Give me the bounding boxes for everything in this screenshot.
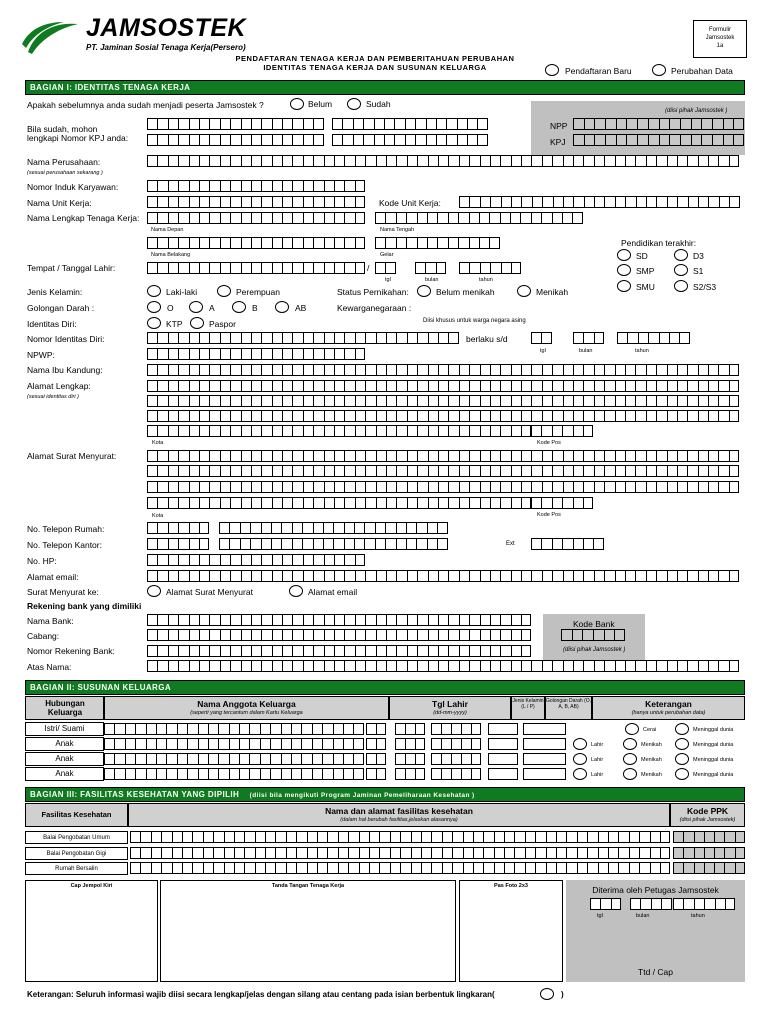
radio-gol-ab[interactable]	[275, 301, 289, 313]
label-petugas-tgl: tgl	[597, 913, 603, 919]
col-hubungan: Hubungan Keluarga	[45, 699, 85, 717]
radio-meninggal[interactable]	[675, 768, 689, 780]
kpj-input-a[interactable]	[147, 118, 324, 130]
label-s2s3: S2/S3	[693, 282, 717, 292]
label-kode-unit: Kode Unit Kerja:	[379, 198, 441, 208]
telp-rumah-kode[interactable]	[147, 522, 209, 534]
berlaku-tahun-input[interactable]	[617, 332, 690, 344]
label-kodepos-2: Kode Pos	[537, 512, 561, 518]
radio-perubahan-data[interactable]	[652, 64, 666, 76]
label-atas-nama: Atas Nama:	[27, 662, 72, 672]
kpj-input-c[interactable]	[147, 134, 324, 146]
radio-menikah[interactable]	[623, 768, 637, 780]
label-belum: Belum	[308, 99, 333, 109]
label-kota-2: Kota	[152, 513, 164, 519]
label-s1: S1	[693, 266, 704, 276]
nik-input[interactable]	[147, 180, 365, 192]
radio-ktp[interactable]	[147, 317, 161, 329]
section-1-title: BAGIAN I: IDENTITAS TENAGA KERJA	[30, 83, 191, 92]
label-ttl-tahun: tahun	[479, 277, 493, 283]
nama-bank-input[interactable]	[147, 614, 531, 626]
label-kota-1: Kota	[152, 440, 164, 446]
radio-sudah[interactable]	[347, 98, 361, 110]
family-jk-input[interactable]	[488, 738, 518, 750]
family-jk-input[interactable]	[488, 723, 518, 735]
label-d3: D3	[693, 251, 704, 261]
label-ktp: KTP	[166, 319, 183, 329]
label-nama-lengkap: Nama Lengkap Tenaga Kerja:	[27, 213, 140, 223]
label-opt-alamat-email: Alamat email	[308, 587, 358, 597]
label-lahir: Lahir	[591, 757, 604, 763]
family-row-label	[25, 737, 104, 751]
note-diisi-pihak: (diisi pihak Jamsostek )	[665, 108, 728, 114]
family-nama-input[interactable]	[104, 738, 364, 750]
radio-alamat-surat[interactable]	[147, 585, 161, 597]
nama-depan-input[interactable]	[147, 212, 365, 224]
fasilitas-row-label	[25, 862, 128, 875]
radio-paspor[interactable]	[190, 317, 204, 329]
radio-alamat-email[interactable]	[289, 585, 303, 597]
label-perubahan-data: Perubahan Data	[671, 66, 733, 76]
label-berlaku-tgl: tgl	[540, 348, 546, 354]
label-diterima-petugas: Diterima oleh Petugas Jamsostek	[592, 885, 719, 895]
label-menikah: Menikah	[641, 757, 662, 763]
family-row-hubungan: Istri/ Suami	[44, 724, 85, 733]
label-ext: Ext	[506, 541, 515, 547]
label-telp-kantor: No. Telepon Kantor:	[27, 540, 102, 550]
label-ttl: Tempat / Tanggal Lahir:	[27, 263, 116, 273]
label-laki-laki: Laki-laki	[166, 287, 198, 297]
family-nama-input[interactable]	[104, 753, 364, 765]
col-keterangan: Keterangan	[645, 699, 692, 709]
alamat-line-3[interactable]	[147, 410, 739, 422]
radio-laki-laki[interactable]	[147, 285, 161, 297]
ibu-kandung-input[interactable]	[147, 364, 739, 376]
radio-cerai[interactable]	[625, 723, 639, 735]
label-identitas-diri: Identitas Diri:	[27, 319, 77, 329]
label-smu: SMU	[636, 282, 655, 292]
family-tgl-input[interactable]	[366, 738, 386, 750]
label-perempuan: Perempuan	[236, 287, 280, 297]
fasilitas-row-label	[25, 847, 128, 860]
nama-perusahaan-input[interactable]	[147, 155, 739, 167]
col-nama-fasilitas: Nama dan alamat fasilitas kesehatan	[325, 806, 473, 816]
radio-menikah[interactable]	[623, 738, 637, 750]
label-belum-menikah: Belum menikah	[436, 287, 495, 297]
col-nama-fasilitas-sub: (dalam hal berubah fasilitas,jelaskan alasannya)	[340, 817, 458, 823]
col-nama-anggota: Nama Anggota Keluarga	[197, 699, 296, 709]
family-bln-input[interactable]	[395, 753, 425, 765]
kpj-input-b[interactable]	[332, 118, 488, 130]
family-thn-input[interactable]	[431, 723, 481, 735]
col-kode-ppk: Kode PPK	[686, 806, 729, 816]
family-jk-input[interactable]	[488, 753, 518, 765]
family-row-hubungan: Anak	[55, 769, 74, 778]
label-npp: NPP	[550, 121, 568, 131]
family-bln-input[interactable]	[395, 768, 425, 780]
label-gelar: Gelar	[380, 252, 394, 258]
family-thn-input[interactable]	[431, 738, 481, 750]
label-telp-rumah: No. Telepon Rumah:	[27, 524, 105, 534]
fasilitas-nama-input[interactable]	[130, 862, 670, 874]
label-menikah: Menikah	[641, 742, 662, 748]
cabang-input[interactable]	[147, 629, 531, 641]
family-thn-input[interactable]	[431, 753, 481, 765]
label-meninggal: Meninggal dunia	[693, 757, 734, 763]
ttl-tgl-input[interactable]	[375, 262, 396, 274]
telp-kantor-input[interactable]	[219, 538, 448, 550]
radio-lahir[interactable]	[573, 753, 587, 765]
radio-meninggal[interactable]	[675, 723, 689, 735]
label-ibu-kandung: Nama Ibu Kandung:	[27, 365, 103, 375]
surat-line-2[interactable]	[147, 465, 739, 477]
label-bila-sudah: Bila sudah, mohon	[27, 124, 98, 134]
cap-jempol-box[interactable]	[25, 880, 158, 982]
col-tgl-lahir: Tgl Lahir	[432, 699, 468, 709]
footer-circle-example	[540, 988, 554, 1000]
alamat-line-2[interactable]	[147, 395, 739, 407]
note-diisi-asing: Diisi khusus untuk warga negara asing	[423, 318, 526, 324]
label-petugas-tahun: tahun	[691, 913, 705, 919]
label-berlaku-tahun: tahun	[635, 348, 649, 354]
label-gol-b: B	[252, 303, 258, 313]
nama-tengah-input[interactable]	[375, 212, 583, 224]
petugas-bulan-input[interactable]	[630, 898, 672, 910]
label-ttl-tgl: tgl	[385, 277, 391, 283]
label-gol-a: A	[209, 303, 215, 313]
fasilitas-row-name: Balai Pengobatan Gigi	[46, 851, 107, 857]
label-kodepos-1: Kode Pos	[537, 440, 561, 446]
label-sd: SD	[636, 251, 648, 261]
form-id-box: Formulir Jamsostek 1a	[693, 20, 747, 58]
telp-rumah-input[interactable]	[219, 522, 448, 534]
family-tgl-input[interactable]	[366, 768, 386, 780]
kode-ppk-input[interactable]	[673, 862, 745, 874]
family-thn-input[interactable]	[431, 768, 481, 780]
radio-sd[interactable]	[617, 249, 631, 261]
kpj-gray-input[interactable]	[573, 134, 744, 146]
tanda-tangan-box[interactable]	[160, 880, 456, 982]
label-smp: SMP	[636, 266, 655, 276]
npwp-input[interactable]	[147, 348, 365, 360]
ttl-bulan-input[interactable]	[415, 262, 446, 274]
family-gol-input[interactable]	[523, 753, 566, 765]
npp-input[interactable]	[573, 118, 744, 130]
form-title-line1: PENDAFTARAN TENAGA KERJA DAN PEMBERITAHUAN PERUBAHAN	[235, 54, 515, 63]
alamat-line-1[interactable]	[147, 380, 739, 392]
label-email: Alamat email:	[27, 572, 79, 582]
radio-gol-a[interactable]	[189, 301, 203, 313]
radio-belum[interactable]	[290, 98, 304, 110]
label-gol-ab: AB	[295, 303, 307, 313]
label-pendaftaran-baru: Pendaftaran Baru	[565, 66, 632, 76]
radio-belum-menikah[interactable]	[417, 285, 431, 297]
label-nama-belakang: Nama Belakang	[151, 252, 191, 258]
fasilitas-row-label	[25, 831, 128, 844]
family-gol-input[interactable]	[523, 723, 566, 735]
label-cerai: Cerai	[643, 727, 657, 733]
col-nama-sub: (seperti yang tercantum dalam Kartu Keluarga	[190, 710, 303, 716]
label-golongan-darah: Golongan Darah :	[27, 303, 95, 313]
label-nama-bank: Nama Bank:	[27, 616, 74, 626]
col-fasilitas: Fasilitas Kesehatan	[41, 810, 112, 819]
label-gol-o: O	[167, 303, 174, 313]
fasilitas-nama-input[interactable]	[130, 831, 670, 843]
nomor-identitas-input[interactable]	[147, 332, 459, 344]
radio-d3[interactable]	[674, 249, 688, 261]
surat-line-3[interactable]	[147, 481, 739, 493]
label-surat-ke: Surat Menyurat ke:	[27, 587, 99, 597]
label-nama-perusahaan: Nama Perusahaan:	[27, 157, 101, 167]
label-petugas-bulan: bulan	[636, 913, 650, 919]
note-sesuai-identitas: (sesuai identitas diri )	[27, 394, 79, 400]
label-rekening-bank: Rekening bank yang dimiliki	[27, 601, 142, 611]
section-2-title: BAGIAN II: SUSUNAN KELUARGA	[30, 683, 172, 692]
telp-kantor-kode[interactable]	[147, 538, 209, 550]
label-unit-kerja: Nama Unit Kerja:	[27, 198, 92, 208]
label-hp: No. HP:	[27, 556, 57, 566]
label-nama-depan: Nama Depan	[151, 227, 184, 233]
label-berlaku-bulan: bulan	[579, 348, 593, 354]
family-row-hubungan: Anak	[55, 739, 74, 748]
radio-pendaftaran-baru[interactable]	[545, 64, 559, 76]
footer-keterangan: Keterangan: Seluruh informasi wajib diisi secara lengkap/jelas dengan silang atau centang pada isian berbentuk lingkaran(	[27, 990, 495, 999]
label-pas-foto: Pas Foto 2x3	[494, 883, 528, 889]
label-tanda-tangan: Tanda Tangan Tenaga Kerja	[271, 883, 345, 889]
label-ttl-bulan: bulan	[425, 277, 439, 283]
section-3-note: (diisi bila mengikuti Program Jaminan Pemeliharaan Kesehatan )	[249, 792, 475, 799]
label-npwp: NPWP:	[27, 350, 55, 360]
surat-line-1[interactable]	[147, 450, 739, 462]
label-ttd-cap: Ttd / Cap	[638, 967, 673, 977]
radio-meninggal[interactable]	[675, 738, 689, 750]
ttl-tahun-input[interactable]	[459, 262, 521, 274]
radio-meninggal[interactable]	[675, 753, 689, 765]
surat-kodepos-input[interactable]	[531, 497, 593, 509]
family-row-label	[25, 752, 104, 766]
section-3-bar	[25, 787, 745, 802]
section-1-bar	[25, 80, 745, 95]
radio-gol-o[interactable]	[147, 301, 161, 313]
nama-belakang-input[interactable]	[147, 237, 365, 249]
kode-bank-input[interactable]	[561, 629, 625, 641]
label-sudah: Sudah	[366, 99, 391, 109]
label-kewarganegaraan: Kewarganegaraan :	[337, 303, 412, 313]
label-menikah: Menikah	[536, 287, 569, 297]
form-title-line2: IDENTITAS TENAGA KERJA DAN SUSUNAN KELUARGA	[263, 63, 487, 72]
radio-lahir[interactable]	[573, 768, 587, 780]
berlaku-tgl-input[interactable]	[531, 332, 552, 344]
tempat-lahir-input[interactable]	[147, 262, 365, 274]
col-keterangan-sub: (hanya untuk perubahan data)	[631, 710, 706, 716]
col-tgl-sub: (dd-mm-yyyy)	[433, 710, 467, 716]
radio-smu[interactable]	[617, 280, 631, 292]
label-nik: Nomor Induk Karyawan:	[27, 182, 119, 192]
petugas-tahun-input[interactable]	[673, 898, 735, 910]
col-golongan-darah: Golongan Darah (O, A, B, AB)	[545, 698, 592, 710]
family-row-hubungan: Anak	[55, 754, 74, 763]
radio-s1[interactable]	[674, 264, 688, 276]
section-2-bar	[25, 680, 745, 695]
label-nomor-identitas: Nomor Identitas Diri:	[27, 334, 105, 344]
family-bln-input[interactable]	[395, 738, 425, 750]
label-nama-tengah: Nama Tengah	[380, 227, 415, 233]
ttl-separator: /	[367, 263, 370, 273]
label-paspor: Paspor	[209, 319, 236, 329]
kode-ppk-input[interactable]	[673, 831, 745, 843]
label-cabang: Cabang:	[27, 631, 60, 641]
label-meninggal: Meninggal dunia	[693, 727, 734, 733]
footer-close-paren: )	[561, 990, 564, 999]
family-nama-input[interactable]	[104, 723, 364, 735]
brand-name: JAMSOSTEK	[86, 14, 247, 42]
alamat-kota-input[interactable]	[147, 425, 531, 437]
note-sesuai-perusahaan: (sesuai perusahaan sekarang )	[27, 170, 103, 176]
label-alamat-surat: Alamat Surat Menyurat:	[27, 451, 117, 461]
fasilitas-nama-input[interactable]	[130, 847, 670, 859]
atas-nama-input[interactable]	[147, 660, 739, 672]
surat-kota-input[interactable]	[147, 497, 531, 509]
kpj-input-d[interactable]	[332, 134, 488, 146]
family-tgl-input[interactable]	[366, 723, 386, 735]
berlaku-bulan-input[interactable]	[573, 332, 604, 344]
fasilitas-row-name: Balai Pengobatan Umum	[43, 835, 110, 841]
gelar-input[interactable]	[375, 237, 500, 249]
section-3-title: BAGIAN III: FASILITAS KESEHATAN YANG DIPILIH (diisi bila mengikuti Program Jaminan Pemeliharaan Kesehatan )	[30, 790, 475, 799]
family-gol-input[interactable]	[523, 738, 566, 750]
label-jenis-kelamin: Jenis Kelamin:	[27, 287, 83, 297]
label-lahir: Lahir	[591, 742, 604, 748]
kode-ppk-input[interactable]	[673, 847, 745, 859]
radio-lahir[interactable]	[573, 738, 587, 750]
unit-kerja-input[interactable]	[147, 196, 365, 208]
label-meninggal: Meninggal dunia	[693, 772, 734, 778]
label-menikah: Menikah	[641, 772, 662, 778]
col-jenis-kelamin: Jenis Kelamin (L / P)	[512, 698, 544, 710]
label-cap-jempol: Cap Jempol Kiri	[70, 883, 113, 889]
col-kode-ppk-sub: (diisi pihak Jamsostek)	[679, 817, 736, 823]
company-name: PT. Jaminan Sosial Tenaga Kerja(Persero)	[86, 43, 246, 52]
jamsostek-logo-icon	[20, 18, 82, 58]
label-kode-bank: Kode Bank	[573, 619, 615, 629]
label-pendidikan: Pendidikan terakhir:	[621, 238, 697, 248]
note-diisi-pihak-bank: (diisi pihak Jamsostek )	[563, 647, 626, 653]
email-input[interactable]	[147, 570, 739, 582]
label-kpj: KPJ	[550, 137, 566, 147]
family-jk-input[interactable]	[488, 768, 518, 780]
petugas-tgl-input[interactable]	[590, 898, 621, 910]
radio-gol-b[interactable]	[232, 301, 246, 313]
family-row-label	[25, 767, 104, 781]
fasilitas-row-name: Rumah Bersalin	[55, 866, 98, 872]
label-lahir: Lahir	[591, 772, 604, 778]
label-lengkapi-kpj: lengkapi Nomor KPJ anda:	[27, 133, 129, 143]
label-status-pernikahan: Status Pernikahan:	[337, 287, 409, 297]
radio-menikah[interactable]	[623, 753, 637, 765]
family-bln-input[interactable]	[395, 723, 425, 735]
label-alamat-lengkap: Alamat Lengkap:	[27, 381, 91, 391]
family-gol-input[interactable]	[523, 768, 566, 780]
no-rekening-input[interactable]	[147, 645, 531, 657]
pas-foto-box[interactable]	[459, 880, 563, 982]
hp-input[interactable]	[147, 554, 365, 566]
alamat-kodepos-input[interactable]	[531, 425, 593, 437]
radio-perempuan[interactable]	[217, 285, 231, 297]
family-tgl-input[interactable]	[366, 753, 386, 765]
telp-kantor-ext[interactable]	[531, 538, 604, 550]
label-berlaku: berlaku s/d	[466, 334, 508, 344]
label-meninggal: Meninggal dunia	[693, 742, 734, 748]
family-nama-input[interactable]	[104, 768, 364, 780]
label-opt-alamat-surat: Alamat Surat Menyurat	[166, 587, 253, 597]
radio-s2s3[interactable]	[674, 280, 688, 292]
radio-smp[interactable]	[617, 264, 631, 276]
family-row-label	[25, 722, 104, 736]
label-peserta-question: Apakah sebelumnya anda sudah menjadi peserta Jamsostek ?	[27, 100, 264, 110]
label-no-rekening: Nomor Rekening Bank:	[27, 646, 115, 656]
kode-unit-input[interactable]	[459, 196, 740, 208]
radio-menikah[interactable]	[517, 285, 531, 297]
